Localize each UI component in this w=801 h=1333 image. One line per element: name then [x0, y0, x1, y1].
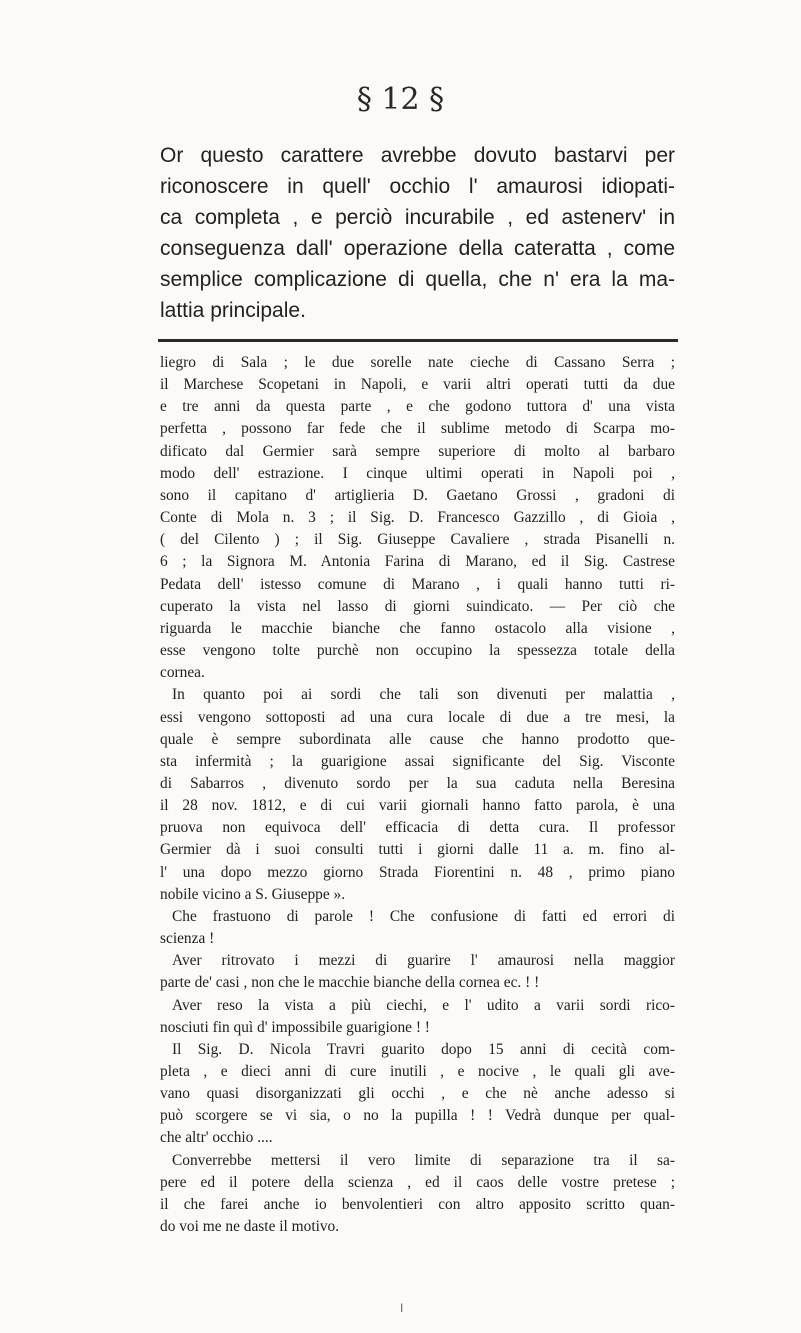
footnote-line: può scorgere se vi sia, o no la pupilla ! ! Vedrà dunque per qual- [160, 1107, 675, 1125]
footnote-line: cuperato la vista nel lasso di giorni suindicato. — Per ciò che [160, 597, 675, 615]
footnote-line: dificato dal Germier sarà sempre superiore di molto al barbaro [160, 442, 675, 460]
section-divider [158, 339, 678, 342]
footnote-line: sono il capitano d' artiglieria D. Gaetano Grossi , gradoni di [160, 486, 675, 504]
footnote-line: ( del Cilento ) ; il Sig. Giuseppe Cavaliere , strada Pisanelli n. [160, 531, 675, 549]
footnote-line: Pedata dell' istesso comune di Marano , i quali hanno tutti ri- [160, 575, 675, 593]
footnote-line: nobile vicino a S. Giuseppe ». [160, 885, 346, 903]
footnote-line: Converrebbe mettersi il vero limite di separazione tra il sa- [172, 1151, 675, 1169]
footnote-line: pere ed il potere della scienza , ed il caos delle vostre pretese ; [160, 1173, 675, 1191]
footnote-line: il 28 nov. 1812, e di cui varii giornali hanno fatto parola, è una [160, 797, 675, 815]
footnote-line: Il Sig. D. Nicola Travri guarito dopo 15 anni di cecità com- [172, 1040, 675, 1058]
footnote-line: l' una dopo mezzo giorno Strada Fiorentini n. 48 , primo piano [160, 863, 675, 881]
footnote-line: riguarda le macchie bianche che fanno ostacolo alla visione , [160, 619, 675, 637]
footnote-line: 6 ; la Signora M. Antonia Farina di Marano, ed il Sig. Castrese [160, 553, 675, 571]
text-line: lattia principale. [160, 299, 306, 322]
footnote-line: esse vengono tolte purchè non occupino la spessezza totale della [160, 642, 675, 660]
footnote-text [160, 352, 675, 1238]
text-line: semplice complicazione di quella, che n' era la ma- [160, 268, 675, 291]
footnote-line: Che frastuono di parole ! Che confusione di fatti ed errori di [172, 907, 675, 925]
footnote-line: parte de' casi , non che le macchie bianche della cornea ec. ! ! [160, 974, 540, 992]
footnote-line: pruova non equivoca dell' efficacia di detta cura. Il professor [160, 819, 675, 837]
footnote-line: essi vengono sottoposti ad una cura locale di due a tre mesi, la [160, 708, 675, 726]
footnote-line: Germier dà i suoi consulti tutti i giorni dalle 11 a. m. fino al- [160, 841, 675, 859]
footnote-line: quale è sempre subordinata alle cause che hanno prodotto que- [160, 730, 675, 748]
page-number: § 12 § [356, 82, 445, 117]
footnote-line: do voi me ne daste il motivo. [160, 1218, 340, 1236]
footnote-line: Aver reso la vista a più ciechi, e l' udito a varii sordi rico- [172, 996, 675, 1014]
text-line: conseguenza dall' operazione della cateratta , come [160, 237, 675, 260]
footnote-line: che altr' occhio .... [160, 1129, 273, 1147]
footnote-line: perfetta , possono far fede che il sublime metodo di Scarpa mo- [160, 420, 675, 438]
footnote-line: sta infermità ; la guarigione assai significante del Sig. Visconte [160, 752, 675, 770]
footnote-line: Conte di Mola n. 3 ; il Sig. D. Francesco Gazzillo , di Gioia , [160, 509, 675, 527]
footnote-line: vano quasi disorganizzati gli occhi , e che nè anche adesso si [160, 1085, 675, 1103]
footnote-line: nosciuti fin quì d' impossibile guarigione ! ! [160, 1018, 430, 1036]
footnote-line: il che farei anche io benvolentieri con altro apposito scritto quan- [160, 1195, 675, 1213]
footnote-line: Aver ritrovato i mezzi di guarire l' amaurosi nella maggior [172, 952, 675, 970]
footnote-line: il Marchese Scopetani in Napoli, e varii altri operati tutti da due [160, 376, 675, 394]
footnote-line: di Sabarros , divenuto sordo per la sua caduta nella Beresina [160, 774, 675, 792]
footnote-line: pleta , e dieci anni di cure inutili , e nocive , le quali gli ave- [160, 1063, 675, 1080]
page-footer-mark: I [400, 1301, 404, 1315]
footnote-line: liegro di Sala ; le due sorelle nate cieche di Cassano Serra ; [160, 354, 675, 371]
text-line: ca completa , e perciò incurabile , ed astenerv' in [160, 206, 675, 229]
text-line: Or questo carattere avrebbe dovuto bastarvi per [160, 144, 675, 167]
main-paragraph [160, 140, 675, 326]
footnote-line: e tre anni da questa parte , e che godono tuttora d' una vista [160, 398, 675, 416]
text-line: riconoscere in quell' occhio l' amaurosi idiopati- [160, 175, 675, 198]
footnote-line: In quanto poi ai sordi che tali son divenuti per malattia , [172, 686, 675, 704]
footnote-line: modo dell' estrazione. I cinque ultimi operati in Napoli poi , [160, 464, 675, 482]
footnote-line: cornea. [160, 664, 205, 682]
footnote-line: scienza ! [160, 930, 215, 948]
